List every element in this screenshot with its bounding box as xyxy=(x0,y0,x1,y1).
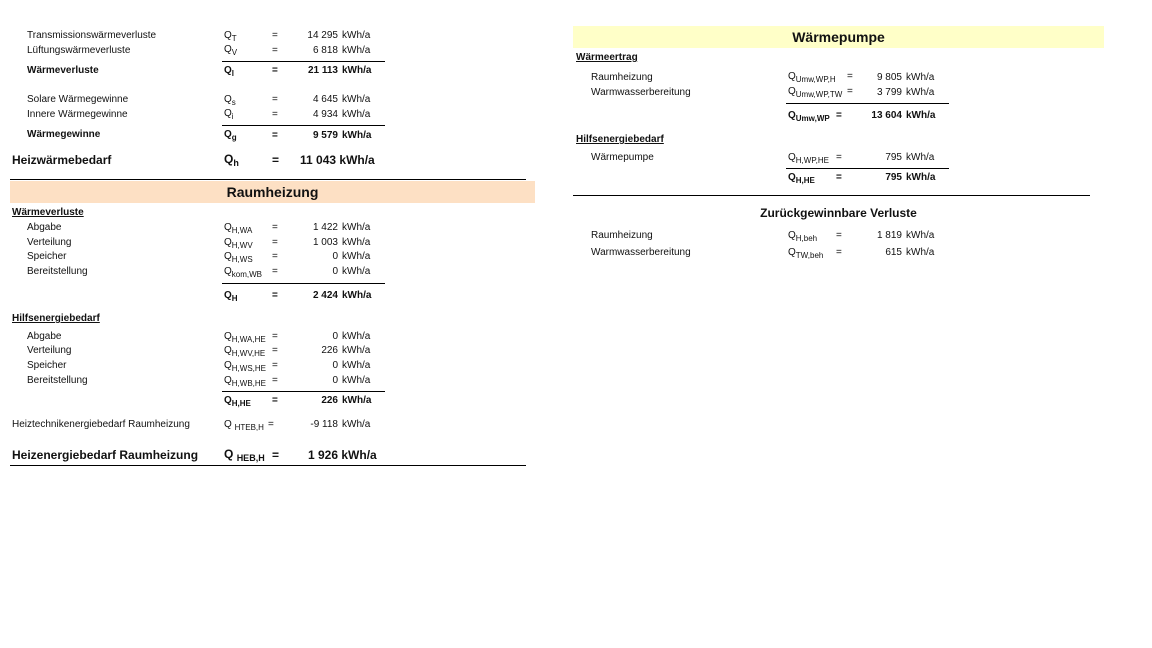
row-label: Raumheizung xyxy=(591,72,653,83)
row-label: Warmwasserbereitung xyxy=(591,87,691,98)
equals-sign: = xyxy=(847,86,853,97)
row-symbol: $Q_{kom,WB}$ xyxy=(224,266,263,279)
sum-value: 13 604 xyxy=(871,110,902,121)
equals-sign: = xyxy=(272,290,278,301)
row-unit: kWh/a xyxy=(906,230,935,241)
row-label: Speicher xyxy=(27,251,67,262)
row-label: Bereitstellung xyxy=(27,375,88,386)
row-unit: kWh/a xyxy=(906,72,935,83)
sum-line xyxy=(222,61,385,62)
sum-unit: kWh/a xyxy=(906,172,936,183)
row-label: Wärmegewinne xyxy=(27,129,101,140)
row-symbol: $Q_i$ xyxy=(224,108,234,121)
sum-line xyxy=(222,283,385,284)
section-divider xyxy=(573,195,1090,196)
sum-line xyxy=(222,125,385,126)
heiztechnik-value: -9 118 xyxy=(310,419,338,430)
sum-line xyxy=(786,168,949,169)
row-unit: kWh/a xyxy=(342,331,371,342)
row-value: 21 113 xyxy=(307,65,338,76)
row-unit: kWh/a xyxy=(342,375,371,386)
row-label: Bereitstellung xyxy=(27,266,88,277)
row-value: 4 645 xyxy=(312,94,338,105)
sum-unit: kWh/a xyxy=(906,110,936,121)
row-symbol: $Q_V$ xyxy=(224,44,238,57)
row-unit: kWh/a xyxy=(342,237,371,248)
row-label: Speicher xyxy=(27,360,67,371)
row-symbol: $Q_{Umw,WP,TW}$ xyxy=(788,86,843,99)
section-divider xyxy=(10,179,526,180)
sum-symbol: $Q_H$ xyxy=(224,290,238,303)
heiztechnik-symbol: Q $_{HTEB,H}$ xyxy=(224,419,264,432)
row-symbol: $Q_T$ xyxy=(224,30,237,43)
row-label: Innere Wärmegewinne xyxy=(27,109,128,120)
row-value: 0 xyxy=(332,251,338,262)
row-value: 9 805 xyxy=(876,72,902,83)
row-symbol: $Q_g$ xyxy=(224,129,237,142)
row-unit: kWh/a xyxy=(342,109,371,120)
equals-sign: = xyxy=(272,30,278,41)
row-unit: kWh/a xyxy=(342,360,371,371)
row-unit: kWh/a xyxy=(342,30,371,41)
row-value: 0 xyxy=(332,375,338,386)
equals-sign: = xyxy=(272,360,278,371)
equals-sign: = xyxy=(272,153,280,167)
row-label: Verteilung xyxy=(27,237,72,248)
equals-sign: = xyxy=(272,65,278,76)
row-value: 0 xyxy=(332,266,338,277)
equals-sign: = xyxy=(836,110,842,121)
row-symbol: $Q_s$ xyxy=(224,94,236,107)
row-value: 226 xyxy=(321,345,338,356)
waermepumpe-title: Wärmepumpe xyxy=(573,26,1104,48)
row-symbol: $Q_{H,WB,HE}$ xyxy=(224,375,267,388)
sum-unit: kWh/a xyxy=(342,395,372,406)
row-unit: kWh/a xyxy=(906,152,935,163)
row-symbol: $Q_{H,WP,HE}$ xyxy=(788,152,829,165)
row-symbol: $Q_{H,WS,HE}$ xyxy=(224,360,267,373)
equals-sign: = xyxy=(272,331,278,342)
row-symbol: $Q_{H,WA,HE}$ xyxy=(224,331,266,344)
equals-sign: = xyxy=(836,230,842,241)
row-value: 615 xyxy=(885,247,902,258)
sum-line xyxy=(786,103,949,104)
row-unit: kWh/a xyxy=(342,345,371,356)
row-symbol: $Q_{Umw,WP,H}$ xyxy=(788,71,836,84)
verluste-title: Zurückgewinnbare Verluste xyxy=(760,206,917,220)
sum-symbol: $Q_{H,HE}$ xyxy=(224,395,251,408)
heizwaermebedarf-label: Heizwärmebedarf xyxy=(12,153,112,167)
heizenergiebedarf-symbol: Q $_{HEB,H}$ xyxy=(224,447,265,463)
row-symbol: $Q_{H,beh}$ xyxy=(788,230,818,243)
sum-value: 795 xyxy=(885,172,902,183)
row-value: 0 xyxy=(332,360,338,371)
equals-sign: = xyxy=(272,109,278,120)
equals-sign: = xyxy=(272,395,278,406)
row-unit: kWh/a xyxy=(342,130,372,141)
row-symbol: $Q_{H,WS}$ xyxy=(224,251,253,264)
row-value: 1 003 xyxy=(312,237,338,248)
row-value: 1 819 xyxy=(876,230,902,241)
row-unit: kWh/a xyxy=(906,247,935,258)
equals-sign: = xyxy=(272,345,278,356)
waermeverluste-heading: Wärmeverluste xyxy=(12,207,84,218)
equals-sign: = xyxy=(836,172,842,183)
equals-sign: = xyxy=(272,237,278,248)
row-label: Warmwasserbereitung xyxy=(591,247,691,258)
row-unit: kWh/a xyxy=(906,87,935,98)
row-symbol: $Q_l$ xyxy=(224,65,235,78)
row-symbol: $Q_{H,WA}$ xyxy=(224,222,253,235)
sum-unit: kWh/a xyxy=(342,290,372,301)
row-label: Lüftungswärmeverluste xyxy=(27,45,131,56)
row-label: Abgabe xyxy=(27,222,62,233)
equals-sign: = xyxy=(847,71,853,82)
row-symbol: $Q_{TW,beh}$ xyxy=(788,247,824,260)
row-value: 0 xyxy=(332,331,338,342)
section-divider xyxy=(10,465,526,466)
row-label: Solare Wärmegewinne xyxy=(27,94,129,105)
row-unit: kWh/a xyxy=(342,45,371,56)
equals-sign: = xyxy=(272,222,278,233)
sum-symbol: $Q_{Umw,WP}$ xyxy=(788,110,830,123)
row-label: Raumheizung xyxy=(591,230,653,241)
row-value: 1 422 xyxy=(312,222,338,233)
equals-sign: = xyxy=(836,247,842,258)
hilfsenergie-wp-heading: Hilfsenergiebedarf xyxy=(576,134,664,145)
row-label: Transmissionswärmeverluste xyxy=(27,30,157,41)
row-value: 4 934 xyxy=(312,109,338,120)
heiztechnik-unit: kWh/a xyxy=(342,419,371,430)
equals-sign: = xyxy=(272,94,278,105)
equals-sign: = xyxy=(272,130,278,141)
row-label: Wärmepumpe xyxy=(591,152,654,163)
row-symbol: $Q_{H,WV}$ xyxy=(224,237,253,250)
row-label: Abgabe xyxy=(27,331,62,342)
equals-sign: = xyxy=(272,251,278,262)
equals-sign: = xyxy=(272,375,278,386)
heiztechnik-label: Heiztechnikenergiebedarf Raumheizung xyxy=(12,419,190,430)
waermeertrag-heading: Wärmeertrag xyxy=(576,52,638,63)
equals-sign: = xyxy=(272,45,278,56)
heizenergiebedarf-label: Heizenergiebedarf Raumheizung xyxy=(12,448,199,462)
row-unit: kWh/a xyxy=(342,65,372,76)
hilfsenergie-heading: Hilfsenergiebedarf xyxy=(12,313,100,324)
row-unit: kWh/a xyxy=(342,222,371,233)
row-unit: kWh/a xyxy=(342,94,371,105)
equals-sign: = xyxy=(268,419,274,430)
row-unit: kWh/a xyxy=(342,266,371,277)
heizwaermebedarf-symbol: $Q_h$ xyxy=(224,152,239,168)
row-value: 14 295 xyxy=(307,30,338,41)
equals-sign: = xyxy=(272,266,278,277)
row-value: 6 818 xyxy=(312,45,338,56)
row-label: Wärmeverluste xyxy=(27,65,99,76)
row-symbol: $Q_{H,WV,HE}$ xyxy=(224,345,266,358)
sum-value: 226 xyxy=(321,395,338,406)
row-value: 9 579 xyxy=(312,130,338,141)
row-label: Verteilung xyxy=(27,345,72,356)
row-unit: kWh/a xyxy=(342,251,371,262)
equals-sign: = xyxy=(836,152,842,163)
sum-value: 2 424 xyxy=(312,290,338,301)
sum-symbol: $Q_{H,HE}$ xyxy=(788,172,815,185)
equals-sign: = xyxy=(272,448,280,462)
raumheizung-title: Raumheizung xyxy=(10,181,535,203)
heizwaermebedarf-value: 11 043 kWh/a xyxy=(300,153,375,167)
row-value: 3 799 xyxy=(876,87,902,98)
sum-line xyxy=(222,391,385,392)
row-value: 795 xyxy=(885,152,902,163)
heizenergiebedarf-value: 1 926 kWh/a xyxy=(308,448,377,462)
